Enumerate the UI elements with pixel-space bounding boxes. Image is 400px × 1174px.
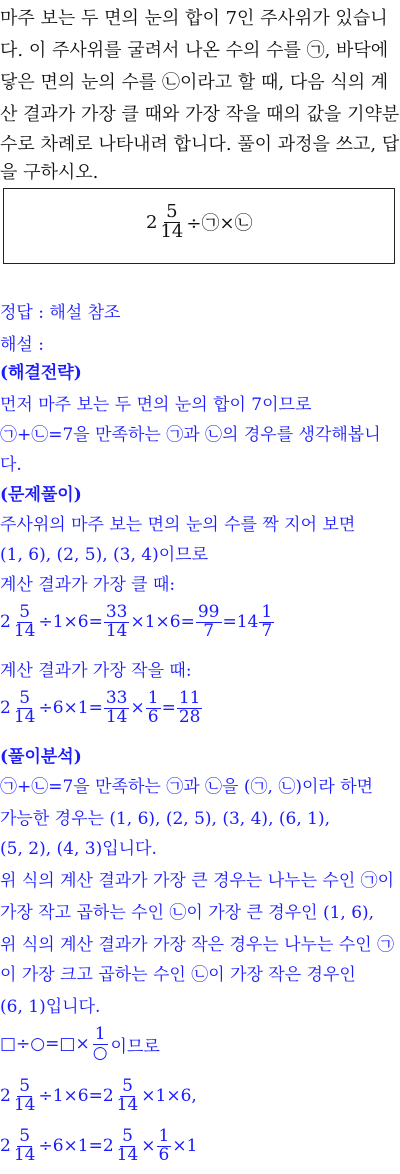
eq-term: 2 bbox=[0, 698, 11, 719]
min-label: 계산 결과가 가장 작을 때: bbox=[0, 661, 192, 681]
strategy-title: (해결전략) bbox=[0, 363, 82, 383]
strategy-text: 다. bbox=[0, 455, 22, 475]
eq-denominator: 14 bbox=[116, 1094, 139, 1115]
eq-denominator: ○ bbox=[92, 1042, 108, 1063]
rule-equation bbox=[0, 1026, 160, 1063]
eq-numerator: 5 bbox=[122, 1126, 133, 1146]
eq-fraction bbox=[104, 690, 130, 727]
eq-term: 2 bbox=[0, 1136, 11, 1157]
eq-fraction bbox=[91, 1026, 110, 1063]
eq-operator: ÷6×1= bbox=[38, 698, 103, 719]
question-line: 마주 보는 두 면의 눈의 합이 7인 주사위가 있습니 bbox=[0, 8, 388, 29]
analysis-text: 가능한 경우는 (1, 6), (2, 5), (3, 4), (6, 1), bbox=[0, 809, 330, 829]
question-line: 을 구하시오. bbox=[0, 162, 99, 183]
eq-term: □÷○=□× bbox=[0, 1034, 90, 1055]
eq-denominator: 28 bbox=[178, 706, 201, 727]
eq-operator: × bbox=[130, 698, 145, 719]
eq-numerator: 33 bbox=[105, 602, 128, 622]
analysis-text: (6, 1)입니다. bbox=[0, 997, 101, 1017]
solve-title: (문제풀이) bbox=[0, 485, 82, 505]
eq-fraction bbox=[12, 690, 38, 727]
eq-term: 2 bbox=[0, 1086, 11, 1107]
max-label: 계산 결과가 가장 클 때: bbox=[0, 575, 176, 595]
analysis-text: 가장 작고 곱하는 수인 ㉡이 가장 큰 경우인 (1, 6), bbox=[0, 903, 375, 923]
eq-denominator: 14 bbox=[105, 706, 128, 727]
eq-numerator: 1 bbox=[261, 602, 273, 622]
question-line: 다. 이 주사위를 굴려서 나온 수의 수를 ㉠, 바닥에 bbox=[0, 40, 389, 61]
eq-denominator: 6 bbox=[158, 1144, 170, 1165]
eq-denominator: 14 bbox=[13, 620, 36, 641]
solve-text: 주사위의 마주 보는 면의 눈의 수를 짝 지어 보면 bbox=[0, 515, 356, 535]
eq-fraction bbox=[104, 604, 130, 641]
formula-box bbox=[3, 188, 395, 264]
eq-fraction bbox=[196, 604, 222, 641]
eq-numerator: 5 bbox=[19, 1076, 31, 1096]
equation-b bbox=[0, 1128, 197, 1165]
eq-denominator: 14 bbox=[105, 620, 128, 641]
question-line: 산 결과가 가장 클 때와 가장 작을 때의 값을 기약분 bbox=[0, 104, 400, 125]
formula-whole: 2 bbox=[146, 211, 158, 233]
answer-line: 정답 : 해설 참조 bbox=[0, 303, 121, 323]
eq-numerator: 33 bbox=[105, 688, 128, 708]
equation-a bbox=[0, 1078, 197, 1115]
eq-denominator: 7 bbox=[261, 620, 273, 641]
eq-fraction bbox=[12, 604, 38, 641]
max-equation bbox=[0, 604, 275, 641]
eq-suffix: 이므로 bbox=[110, 1036, 160, 1057]
eq-numerator: 99 bbox=[197, 602, 220, 622]
eq-operator: ×1×6, bbox=[141, 1086, 197, 1107]
analysis-title: (풀이분석) bbox=[0, 747, 82, 767]
eq-denominator: 14 bbox=[13, 706, 36, 727]
eq-term: 2 bbox=[0, 612, 11, 633]
analysis-text: 이 가장 크고 곱하는 수인 ㉡이 가장 작은 경우인 bbox=[0, 965, 356, 985]
formula-fraction bbox=[158, 203, 185, 242]
min-equation bbox=[0, 690, 203, 727]
formula-numerator: 5 bbox=[166, 201, 178, 222]
analysis-text: 위 식의 계산 결과가 가장 큰 경우는 나누는 수인 ㉠이 bbox=[0, 871, 395, 891]
eq-operator: ×1×6= bbox=[130, 612, 195, 633]
eq-fraction bbox=[12, 1078, 38, 1115]
eq-fraction bbox=[157, 1128, 172, 1165]
analysis-text: (5, 2), (4, 3)입니다. bbox=[0, 839, 157, 859]
question-formula bbox=[146, 203, 253, 242]
eq-fraction bbox=[146, 690, 161, 727]
eq-operator: ×1 bbox=[172, 1136, 198, 1157]
eq-numerator: 1 bbox=[94, 1024, 106, 1044]
eq-fraction bbox=[115, 1128, 141, 1165]
eq-numerator: 5 bbox=[19, 688, 31, 708]
eq-denominator: 14 bbox=[13, 1094, 36, 1115]
eq-numerator: 5 bbox=[122, 1076, 133, 1096]
eq-numerator: 1 bbox=[147, 688, 159, 708]
eq-operator: ÷6×1=2 bbox=[38, 1136, 114, 1157]
formula-tail: ÷㉠×㉡ bbox=[186, 213, 253, 235]
eq-operator: ÷1×6= bbox=[38, 612, 103, 633]
explain-label: 해설 : bbox=[0, 335, 44, 355]
eq-fraction bbox=[177, 690, 203, 727]
formula-denominator: 14 bbox=[160, 220, 184, 242]
eq-denominator: 14 bbox=[116, 1144, 139, 1165]
eq-operator: = bbox=[161, 698, 176, 719]
eq-denominator: 6 bbox=[147, 706, 159, 727]
solve-text: (1, 6), (2, 5), (3, 4)이므로 bbox=[0, 545, 208, 565]
eq-denominator: 7 bbox=[203, 620, 215, 641]
eq-fraction bbox=[115, 1078, 141, 1115]
strategy-text: 먼저 마주 보는 두 면의 눈의 합이 7이므로 bbox=[0, 395, 312, 415]
strategy-text: ㉠+㉡=7을 만족하는 ㉠과 ㉡의 경우를 생각해봅니 bbox=[0, 425, 381, 445]
eq-numerator: 5 bbox=[19, 602, 31, 622]
eq-operator: =14 bbox=[222, 612, 259, 633]
eq-fraction bbox=[259, 604, 274, 641]
analysis-text: 위 식의 계산 결과가 가장 작은 경우는 나누는 수인 ㉠ bbox=[0, 935, 395, 955]
eq-operator: ÷1×6=2 bbox=[38, 1086, 114, 1107]
question-line: 수로 차례로 나타내려 합니다. 풀이 과정을 쓰고, 답 bbox=[0, 134, 400, 155]
analysis-text: ㉠+㉡=7을 만족하는 ㉠과 ㉡을 (㉠, ㉡)이라 하면 bbox=[0, 777, 374, 797]
question-line: 닿은 면의 눈의 수를 ㉡이라고 할 때, 다음 식의 계 bbox=[0, 72, 389, 93]
eq-numerator: 5 bbox=[19, 1126, 31, 1146]
eq-denominator: 14 bbox=[13, 1144, 36, 1165]
eq-fraction bbox=[12, 1128, 38, 1165]
eq-operator: × bbox=[141, 1136, 156, 1157]
eq-numerator: 1 bbox=[158, 1126, 170, 1146]
eq-numerator: 11 bbox=[178, 688, 201, 708]
